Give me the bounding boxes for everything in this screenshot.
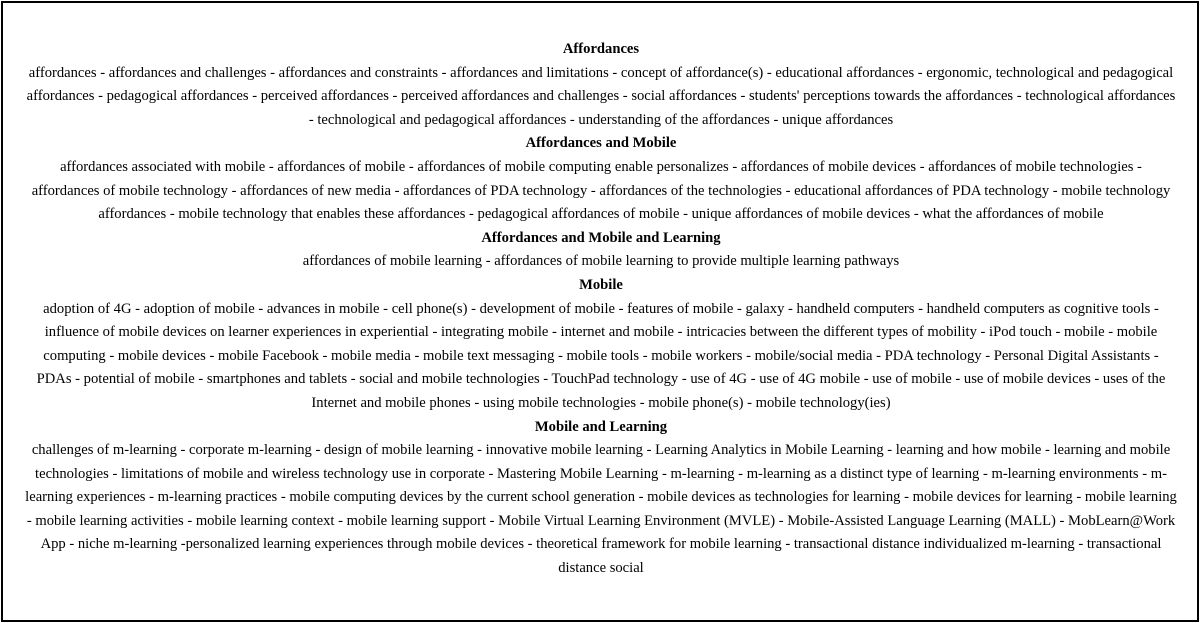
section-body-affordances-and-mobile: affordances associated with mobile - affordances of mobile - affordances of mobile computing enable personalizes - affordances of mobile devices - affordances of mobile technologies - affordances of mobile technology - affordances of new media - affordances of PDA technology - affordances of the technologies - educational affordances of PDA technology - mobile technology affordances - mobile technology that enables these affordances - pedagogical affordances of mobile - unique affordances of mobile devices - what the affordances of mobile — [31, 158, 1171, 223]
figure-content — [25, 38, 1177, 581]
section-heading-mobile: Mobile — [579, 276, 623, 293]
section-heading-affordances: Affordances — [562, 41, 640, 57]
section-heading-mobile-and-learning: Mobile and Learning — [534, 418, 668, 435]
figure-frame — [1, 1, 1199, 622]
section-body-affordances: affordances - affordances and challenges - affordances and constraints - affordances and limitations - concept of affordance(s) - educational affordances - ergonomic, technological and pedagogical affordances - pedagogical affordances - perceived affordances - perceived affordances and challenges - social affordances - students' perceptions towards the affordances - technological affordances - technological and pedagogical affordances - understanding of the affordances - unique affordances — [26, 64, 1176, 128]
section-body-affordances-mobile-learning: affordances of mobile learning - affordances of mobile learning to provide multiple learning pathways — [302, 253, 900, 270]
section-body-mobile-and-learning: challenges of m-learning - corporate m-learning - design of mobile learning - innovative mobile learning - Learning Analytics in Mobile Learning - learning and how mobile - learning and mobile technologies - limitations of mobile and wireless technology use in corporate - Mastering Mobile Learning - m-learning - m-learning as a distinct type of learning - m-learning environments - m-learning experiences - m-learning practices - mobile computing devices by the current school generation - mobile devices as technologies for learning - mobile devices for learning - mobile learning - mobile learning activities - mobile learning context - mobile learning support - Mobile Virtual Learning Environment (MVLE) - Mobile-Assisted Language Learning (MALL) - MobLearn@Work App - niche m-learning -personalized learning experiences through mobile devices - theoretical framework for mobile learning - transactional distance individualized m-learning - transactional distance social — [25, 442, 1177, 577]
section-heading-affordances-mobile-learning: Affordances and Mobile and Learning — [481, 229, 721, 246]
section-heading-affordances-and-mobile: Affordances and Mobile — [525, 135, 677, 152]
section-body-mobile: adoption of 4G - adoption of mobile - advances in mobile - cell phone(s) - development of mobile - features of mobile - galaxy - handheld computers - handheld computers as cognitive tools - influence of mobile devices on learner experiences in experiential - integrating mobile - internet and mobile - intricacies between the different types of mobility - iPod touch - mobile - mobile computing - mobile devices - mobile Facebook - mobile media - mobile text messaging - mobile tools - mobile workers - mobile/social media - PDA technology - Personal Digital Assistants - PDAs - potential of mobile - smartphones and tablets - social and mobile technologies - TouchPad technology - use of 4G - use of 4G mobile - use of mobile - use of mobile devices - uses of the Internet and mobile phones - using mobile technologies - mobile phone(s) - mobile technology(ies) — [36, 300, 1166, 411]
